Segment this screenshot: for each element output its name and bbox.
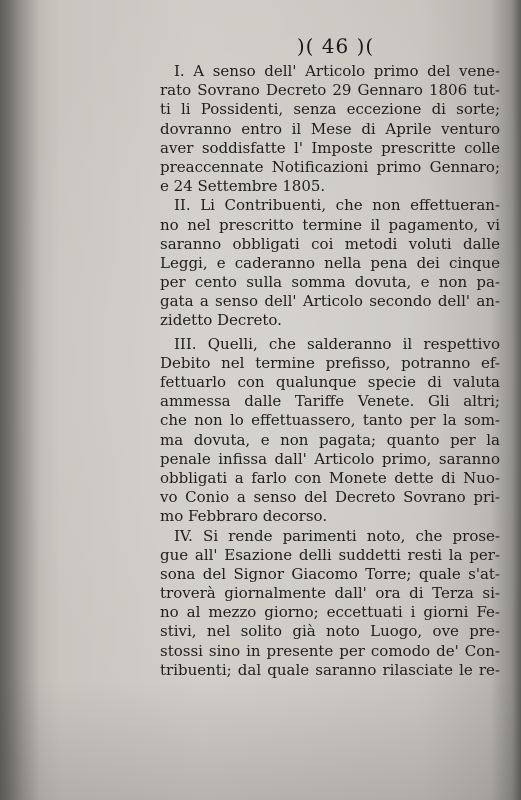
text-line: troverà giornalmente dall' ora di Terza si- — [160, 584, 500, 603]
paragraph-article-1 — [160, 62, 500, 196]
text-line: stivi, nel solito già noto Luogo, ove pre- — [160, 622, 500, 641]
body-text — [160, 62, 500, 680]
text-line: ti li Possidenti, senza eccezione di sorte; — [160, 100, 500, 119]
text-line: dovranno entro il Mese di Aprile venturo — [160, 119, 500, 138]
text-line: II. Li Contribuenti, che non effettueran- — [174, 196, 500, 215]
text-line: III. Quelli, che salderanno il respettivo — [174, 334, 500, 353]
text-line: aver soddisfatte l' Imposte prescritte colle — [160, 138, 500, 157]
text-line: Leggi, e caderanno nella pena dei cinque — [160, 253, 500, 272]
text-line: I. A senso dell' Articolo primo del vene- — [174, 62, 500, 80]
text-line: che non lo effettuassero, tanto per la som- — [160, 411, 500, 430]
text-line: no al mezzo giorno; eccettuati i giorni Fe- — [160, 603, 500, 622]
paragraph-article-4 — [160, 527, 500, 681]
text-line: vo Conio a senso del Decreto Sovrano pri- — [160, 488, 500, 507]
text-line: fettuarlo con qualunque specie di valuta — [160, 373, 500, 391]
text-line: IV. Si rende parimenti noto, che prose- — [174, 526, 500, 545]
page-edge-shadow — [0, 0, 40, 800]
text-line: penale infissa dall' Articolo primo, saranno — [160, 449, 500, 468]
text-line: rato Sovrano Decreto 29 Gennaro 1806 tut- — [160, 81, 500, 100]
page-bottom-shadow — [0, 680, 521, 800]
text-line: mo Febbraro decorso. — [160, 507, 328, 526]
text-line: Debito nel termine prefisso, potranno ef- — [160, 353, 500, 372]
text-line: stossi sino in presente per comodo de' Con- — [160, 641, 500, 660]
text-line: obbligati a farlo con Monete dette di Nuo- — [160, 468, 500, 487]
paragraph-article-2 — [160, 196, 500, 330]
text-line: sona del Signor Giacomo Torre; quale s'at- — [160, 564, 500, 583]
text-line: no nel prescritto termine il pagamento, vi — [160, 215, 500, 234]
paragraph-article-3 — [160, 335, 500, 527]
text-line: per cento sulla somma dovuta, e non pa- — [160, 273, 500, 292]
text-line: ammessa dalle Tariffe Venete. Gli altri; — [160, 392, 500, 411]
text-line: e 24 Settembre 1805. — [160, 177, 326, 196]
text-line: ma dovuta, e non pagata; quanto per la — [160, 430, 500, 449]
text-line: gue all' Esazione delli suddetti resti la per- — [160, 545, 500, 564]
page-number: )( 46 )( — [296, 34, 375, 58]
text-line: gata a senso dell' Articolo secondo dell' an- — [160, 292, 500, 311]
text-line: zidetto Decreto. — [160, 311, 282, 330]
text-line: preaccennate Notificazioni primo Gennaro; — [160, 157, 500, 176]
text-line: saranno obbligati coi metodi voluti dalle — [160, 234, 500, 253]
text-line: tribuenti; dal quale saranno rilasciate le re- — [160, 660, 500, 679]
